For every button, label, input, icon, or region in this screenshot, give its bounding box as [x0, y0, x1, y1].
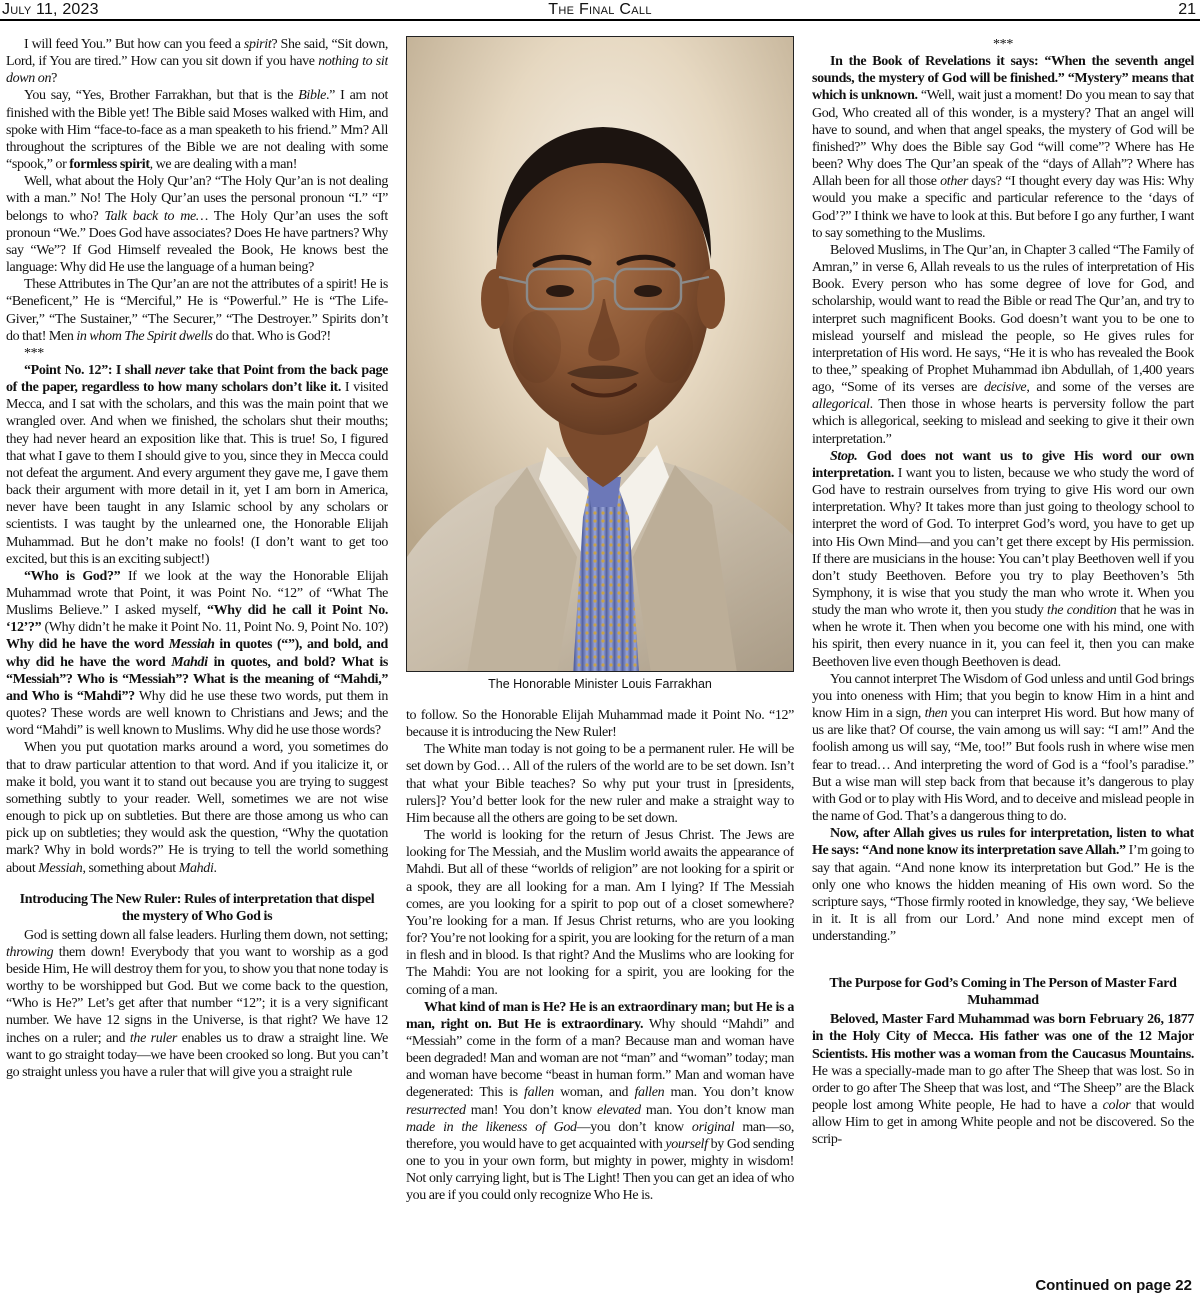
paragraph: The White man today is not going to be a permanent ruler. He will be set down by God… All of the rulers of the world are to be set down. Isn’t that what your Bible teaches? So why put your trust in [presidents, rulers]? You’d better look for the new ruler and make a straight way to Him because all the others are going to be set down.	[406, 742, 794, 826]
article-column-2	[406, 707, 794, 1282]
paragraph: “Point No. 12”: I shall never take that Point from the back page of the paper, regardless to how many scholars don’t like it. I visited Mecca, and I sat with the scholars, and this was the main point that we wrangled over. And when we finished, the scholars shut their mouths; they had never heard an exposition like that. This is true! So, I figured that what I gave to them I should give to you, since they in Mecca could not defeat the argument. And every argument they gave me, I gave them back their argument with more detail in it, yet I am born in America, never have been taught in any Islamic school by any scholars or scientists. I was taught by the unlearned one, the Honorable Elijah Muhammad. But he don’t make no fools! (I don’t want to get too excited, but this is an exciting subject!)	[6, 362, 388, 567]
article-column-3	[812, 36, 1194, 1273]
portrait-photo	[406, 36, 794, 672]
section-separator: ***	[24, 345, 44, 361]
paragraph: “Who is God?” If we look at the way the Honorable Elijah Muhammad wrote that Point, it was Point No. “12” of “What The Muslims Believe.” I asked myself, “Why did he call it Point No. ‘12’?” (Why didn’t he make it Point No. 11, Point No. 9, Point No. 10?) Why did he have the word Messiah in quotes (“”), and bold, and why did he have the word Mahdi in quotes, and bold? What is “Messiah”? Who is “Messiah”? What is the meaning of “Mahdi,” and Who is “Mahdi”? Why did he use these two words, put them in quotes? These words are well known to Christians and Jews; and the word “Mahdi” is well known to Muslims. Why did he use those words?	[6, 568, 388, 739]
paragraph: You say, “Yes, Brother Farrakhan, but that is the Bible.” I am not finished with the Bible yet! The Bible said Moses walked with Him, and spoke with Him “face-to-face as a man speaketh to his friend.” Mm? All throughout the scriptures of the Bible we are not dealing with some “spook,” or formless spirit, we are dealing with a man!	[6, 88, 388, 173]
paragraph: When you put quotation marks around a word, you sometimes do that to draw particular attention to that word. And if you italicize it, or make it bold, you want it to stand out because you are trying to suggest something subtly to your reader. Well, sometimes we are not wise enough to pick up on subtleties. But there are those among us who can pick up on subtleties; they would ask the question, “Why the quotation mark? Why in bold words?” He is trying to tell the world something about Messiah, something about Mahdi.	[6, 740, 388, 876]
paragraph: The world is looking for the return of Jesus Christ. The Jews are looking for The Messiah, and the Muslim world awaits the appearance of Mahdi. But all of these “worlds of religion” are not looking for a spirit or a spook, they are all looking for a man. Am I lying? If The Messiah comes, are you looking for a spirit to pop out of a closet somewhere? You’re looking for a man. If Jesus Christ returns, who are you looking for? You’re not looking for a spirit, you are looking for the return of a man in flesh and in blood. Is that right? And the Muslims who are looking for The Mahdi: You are not looking for a spirit, you are looking for the coming of a man.	[406, 828, 794, 998]
paragraph: Beloved Muslims, in The Qur’an, in Chapter 3 called “The Family of Amran,” in verse 6, Allah reveals to us the rules of interpretation of His Book. Every person who has some degree of love for God, and scholarship, would want to read the Bible or read The Qur’an, and try to interpret such magnificent Books. God doesn’t want you to be one to mislead yourself and mislead the people, so He gives rules for interpretation of His word. He says, “He it is who has revealed the Book to thee,” speaking of Prophet Muhammad ibn Abdullah, of 1,400 years ago, “Some of its verses are decisive, and some of the verses are allegorical. Then those in whose hearts is perversity follow the part which is allegorical, seeking to mislead and seeking to give it their own interpretation.”	[812, 242, 1194, 447]
section-heading: Introducing The New Ruler: Rules of interpretation that dispel the mystery of Who God is	[19, 891, 375, 924]
page-header	[0, 0, 1200, 21]
section-separator: ***	[993, 37, 1013, 52]
continued-note: Continued on page 22	[1035, 1277, 1192, 1294]
paragraph: Beloved, Master Fard Muhammad was born February 26, 1877 in the Holy City of Mecca. His father was one of the 12 Major Scientists. His mother was a woman from the Caucasus Mountains. He was a specially-made man to go after The Sheep that was lost. So in order to go after The Sheep that was lost, and “The Sheep” are the Black people lost among White people, He had to have a color that would allow Him to get in among White people and not be discovered. So the scrip-	[812, 1012, 1194, 1148]
page-number: 21	[1178, 1, 1196, 18]
issue-date: July 11, 2023	[2, 1, 99, 18]
paragraph: to follow. So the Honorable Elijah Muhammad made it Point No. “12” because it is introducing the New Ruler!	[406, 708, 794, 741]
section-gap	[812, 945, 1194, 961]
paragraph: These Attributes in The Qur’an are not the attributes of a spirit! He is “Beneficent,” He is “Merciful,” He is “Powerful.” He is “The Life-Giver,” “The Sustainer,” “The Securer,” “The Destroyer.” Spirits don’t do that! Men in whom The Spirit dwells do that. Who is God?!	[6, 277, 388, 344]
paragraph: In the Book of Revelations it says: “When the seventh angel sounds, the mystery of God will be finished.” “Mystery” means that which is unknown. “Well, wait just a moment! Do you mean to say that God, Who created all of this wonder, is a mystery? That an angel will have to sound, and when that angel speaks, the mystery of God will be finished?” Why does the Bible say God “will come”? Where has He been? Why does The Qur’an speak of the “days of Allah”? Where has Allah been for all those other days? “I thought every day was His: Why would you make a specific and particular reference to the ‘days of God’?” I think we have to look at this. But before I go any further, I want to say something to the Muslims.	[812, 54, 1194, 241]
paragraph: Stop. God does not want us to give His word our own interpretation. I want you to listen, because we who study the word of God have to restrain ourselves from trying to give His word our own interpretation. Why? It takes more than just going to theology school to interpret the word of God. To interpret God’s word, you have to get up into His Own Mind—and you can’t get there except by His permission. If there are musicians in the house: You can’t play Beethoven well if you don’t study Beethoven. Before you try to play Beethoven’s 5th Symphony, it is wise that you study the man who wrote it. When you study the man who wrote it, then you study the condition that he was in when he wrote it. Then when you become one with his mind, one with his spirit, then every nuance in it, you can feel it, then you can make Beethoven live even though Beethoven is dead.	[812, 448, 1194, 670]
paragraph: I will feed You.” But how can you feed a spirit? She said, “Sit down, Lord, if You are tired.” How can you sit down if you have nothing to sit down on?	[6, 37, 388, 87]
paragraph: You cannot interpret The Wisdom of God unless and until God brings you into oneness with Him; that you begin to know Him in a hint and know Him in a sign, then you can interpret His word. But how many of us are like that? Of course, the vain among us will say: “I am!” And the foolish among us will say, “Me, too!” But fools rush in where wise men fear to tread… And interpreting the word of God is a “fool’s paradise.” But a wise man will step back from that because it’s dangerous to play with God or to play with His Word, and to deceive and mislead people in the name of God. That’s a dangerous thing to do.	[812, 671, 1194, 825]
paragraph: Well, what about the Holy Qur’an? “The Holy Qur’an is not dealing with a man.” No! The Holy Qur’an uses the personal pronoun “I.” “I” belongs to who? Talk back to me… The Holy Qur’an uses the soft pronoun “We.” Does God have associates? Does He have partners? Why say “We”? If God Himself revealed the Book, He knows best the language: Why did He use the language of a human being?	[6, 174, 388, 276]
paragraph: What kind of man is He? He is an extraordinary man; but He is a man, right on. But He is extraordinary. Why should “Mahdi” and “Messiah” come in the form of a man? Because man and woman have been degraded! Man and woman are not “man” and “woman” today; man and woman have become “beast in human form.” Man and woman have degenerated: This is fallen woman, and fallen man. You don’t know resurrected man! You don’t know elevated man. You don’t know man made in the likeness of God—you don’t know original man—so, therefore, you would have to get acquainted with yourself by God sending one to you in your own form, but mighty in power, mighty in wisdom! Not only carrying light, but is The Light! Then you can get an idea of who you are if you could only recognize Who He is.	[406, 999, 794, 1204]
paragraph: Now, after Allah gives us rules for interpretation, listen to what He says: “And none know its interpretation save Allah.” I’m going to say that again. “And none know its interpretation but God.” He is the only one who knows the hidden meaning of His own word. So the scripture says, “Those firmly rooted in knowledge, they say, ‘We believe in it. It is all from our Lord.’ And none mind except men of understanding.”	[812, 826, 1194, 945]
publication-title: The Final Call	[548, 1, 652, 18]
article-column-1	[6, 36, 388, 1292]
paragraph: God is setting down all false leaders. Hurling them down, not setting; throwing them down! Everybody that you want to worship as a god beside Him, He will destroy them for you, to show you that none today is worthy to be worshipped but God. But we come back to the question, “Who is He?” Let’s get after that number “12”; it is a very significant number. We have 12 signs in the Universe, is that right? We have 12 inches on a ruler; and the ruler enables us to draw a straight line. We want to go straight today—we have been crooked so long. But you can’t go straight unless you have a ruler that will give you a straight rule	[6, 927, 388, 1080]
portrait-illustration	[407, 37, 794, 672]
photo-caption: The Honorable Minister Louis Farrakhan	[488, 677, 712, 691]
section-heading: The Purpose for God’s Coming in The Person of Master Fard Muhammad	[829, 976, 1177, 1009]
